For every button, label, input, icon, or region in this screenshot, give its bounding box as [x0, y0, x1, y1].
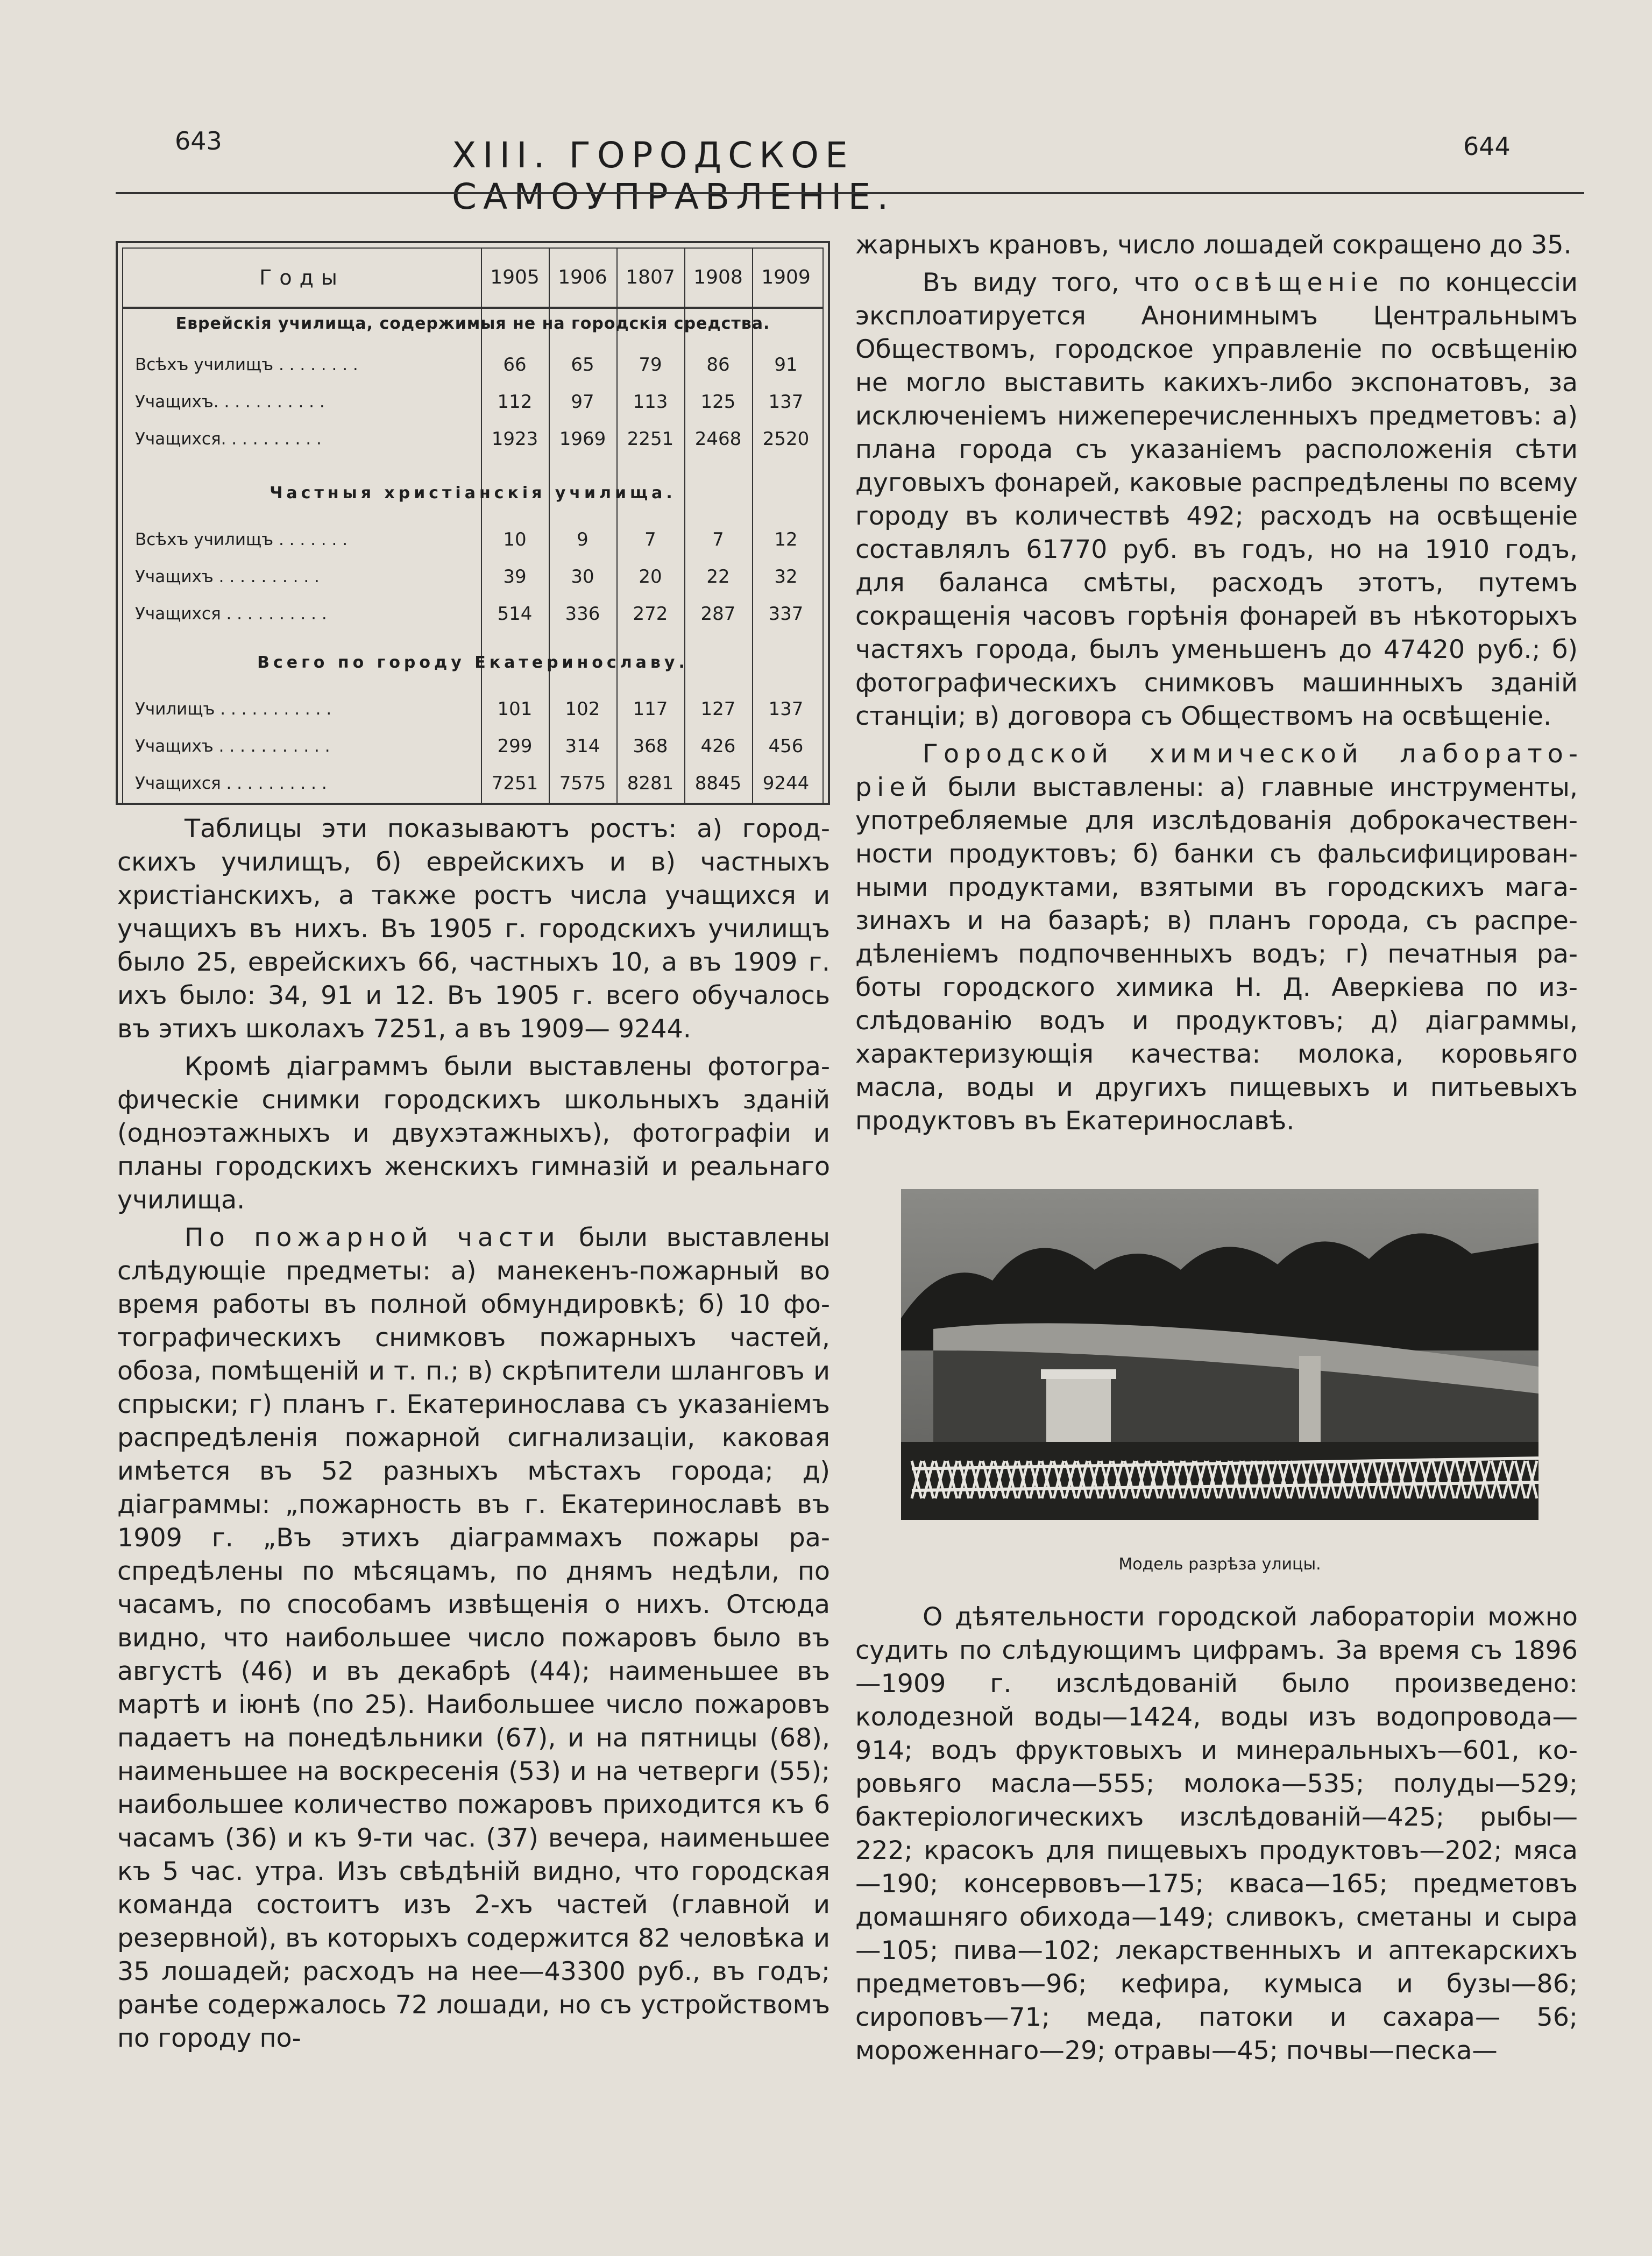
table-cell: 79 — [639, 354, 662, 376]
table-row-label: Всѣхъ училищъ . . . . . . . . — [135, 355, 358, 374]
table-row-label: Учащихся . . . . . . . . . . — [135, 774, 327, 793]
table-year-header: 1906 — [558, 266, 607, 288]
table-cell: 97 — [571, 391, 594, 413]
table-cell: 2468 — [694, 428, 742, 450]
table-cell: 10 — [503, 529, 527, 550]
table-cell: 125 — [700, 391, 736, 413]
table-cell: 112 — [497, 391, 533, 413]
table-cell: 287 — [700, 603, 736, 625]
paragraph-laboratory-figures: О дѣятельности городской лабораторіи можно судить по слѣдующимъ цифрамъ. За время съ 1896—1909 г. изслѣдованій было произведено: колодезной воды—1424, воды изъ водопровода— 914; водъ фруктовыхъ и минеральныхъ—601, коровьяго масла—555; молока—535; полуды—529; бактеріологическихъ изслѣдованій—425; рыбы— 222; красокъ для пищевыхъ продуктовъ—202; мяса—190; консервовъ—175; кваса—165; предметовъ домашняго обихода—149; сливокъ, сметаны и сыра—105; пива—102; лекарственныхъ и аптекарскихъ предметовъ—96; кефира, кумыса и бузы—86; сироповъ—71; меда, патоки и сахара— 56; мороженнаго—29; отравы—45; почвы—песка— — [855, 1602, 1578, 2066]
table-cell: 117 — [633, 698, 668, 720]
table-cell: 20 — [639, 566, 662, 588]
paragraph-photographs: Кромѣ діаграммъ были выставлены фотографическіе снимки городскихъ школьныхъ зданій (одноэтажныхъ и двухэтажныхъ), фотографіи и планы городскихъ женскихъ гимназій и реальнаго училища. — [117, 1052, 830, 1215]
street-model-photo — [901, 1189, 1538, 1520]
table-cell: 9244 — [762, 773, 810, 794]
spaced-heading: освѣщеніе — [1194, 268, 1384, 298]
table-cell: 137 — [768, 391, 804, 413]
table-cell: 1923 — [491, 428, 538, 450]
spaced-heading: По пожарной части — [185, 1223, 561, 1253]
spaced-heading: Городской химической лабораторіей — [855, 739, 1578, 802]
table-row-label: Учащихся. . . . . . . . . . — [135, 429, 322, 449]
table-cell: 32 — [774, 566, 798, 588]
paragraph-continuation: жарныхъ крановъ, число лошадей сокращено до 35. — [855, 230, 1572, 260]
header-rule — [116, 192, 1584, 194]
table-cell: 456 — [768, 736, 804, 757]
table-row-label: Учащихъ . . . . . . . . . . . — [135, 737, 330, 756]
paragraph-text: были выставлены слѣдующіе предметы: а) манекенъ-пожарный во время работы въ полной обмундировкѣ; б) 10 фотографическихъ снимковъ пожарныхъ частей, обоза, помѣщеній и т. п.; в) скрѣпители шланговъ и спрыски; г) планъ г. Екатеринослава съ указаніемъ распредѣленія пожарной сигнализаціи, каковая имѣется въ 52 разныхъ мѣстахъ города; д) діаграммы: „пожарность въ г. Екатеринославѣ въ 1909 г. „Въ этихъ діаграммахъ пожары распредѣлены по мѣсяцамъ, по днямъ недѣли, по часамъ, по способамъ извѣщенія о нихъ. Отсюда видно, что наибольшее число пожаровъ было въ августѣ (46) и въ декабрѣ (44); наименьшее въ мартѣ и іюнѣ (по 25). Наибольшее число пожаровъ падаетъ на понедѣльники (67), и на пятницы (68), наименьшее на воскресенія (53) и на четверги (55); наибольшее количество пожаровъ приходится къ 6 часамъ (36) и къ 9-ти час. (37) вечера, наименьшее къ 5 час. утра. Изъ свѣдѣній видно, что городская команда состоитъ изъ 2-хъ частей (главной и резервной), въ которыхъ содержится 82 человѣка и 35 лошадей; расходъ на нее—43300 руб., въ годъ; ранѣе содержалось 72 лошади, но съ устройствомъ по городу по- — [117, 1223, 830, 2053]
table-year-header: 1807 — [626, 266, 675, 288]
table-cell: 7 — [712, 529, 724, 550]
table-section-title: Всего по городу Екатеринославу. — [257, 653, 689, 672]
statistics-table — [116, 241, 830, 805]
table-cell: 22 — [706, 566, 730, 588]
right-column — [855, 229, 1578, 1138]
table-cell: 65 — [571, 354, 594, 376]
table-cell: 137 — [768, 698, 804, 720]
table-cell: 336 — [565, 603, 600, 625]
table-row-label: Всѣхъ училищъ . . . . . . . — [135, 530, 348, 549]
table-row-label: Учащихъ. . . . . . . . . . . — [135, 392, 325, 412]
table-cell: 314 — [565, 736, 600, 757]
table-year-header: 1909 — [761, 266, 811, 288]
table-cell: 7251 — [491, 773, 538, 794]
table-row-label: Училищъ . . . . . . . . . . . — [135, 699, 332, 719]
table-cell: 2251 — [627, 428, 674, 450]
page-number-left: 643 — [175, 126, 222, 155]
table-cell: 113 — [633, 391, 668, 413]
paragraph-fire-department — [117, 1221, 830, 2055]
table-cell: 368 — [633, 736, 668, 757]
table-cell: 7 — [644, 529, 656, 550]
table-year-header: 1905 — [490, 266, 540, 288]
table-cell: 337 — [768, 603, 804, 625]
table-cell: 299 — [497, 736, 533, 757]
table-year-header: 1908 — [693, 266, 743, 288]
paragraph-laboratory — [855, 738, 1578, 1138]
table-header-label: Годы — [259, 266, 345, 289]
running-title: XIII. ГОРОДСКОЕ САМОУПРАВЛЕНІЕ. — [452, 135, 895, 217]
right-column-lower — [855, 1601, 1578, 2068]
left-column — [117, 812, 830, 2055]
table-cell: 8845 — [694, 773, 742, 794]
table-cell: 66 — [503, 354, 527, 376]
paragraph-text: были выставлены: а) главные инструменты, употребляемые для изслѣдованія доброкачественности продуктовъ; б) банки съ фальсифицированными продуктами, взятыми въ городскихъ магазинахъ и на базарѣ; в) планъ города, съ распредѣленіемъ подпочвенныхъ водъ; г) печатныя работы городского химика Н. Д. Аверкіева по изслѣдованію водъ и продуктовъ; д) діаграммы, характеризующія качества: молока, коровьяго масла, воды и другихъ пищевыхъ и питьевыхъ продуктовъ въ Екатеринославѣ. — [855, 773, 1578, 1136]
paragraph-text: Въ виду того, что — [923, 268, 1194, 298]
table-row-label: Учащихся . . . . . . . . . . — [135, 604, 327, 624]
table-cell: 102 — [565, 698, 600, 720]
table-cell: 30 — [571, 566, 594, 588]
photo-caption: Модель разрѣза улицы. — [1118, 1555, 1321, 1574]
table-cell: 12 — [774, 529, 798, 550]
table-cell: 9 — [577, 529, 589, 550]
paragraph-table-summary: Таблицы эти показываютъ ростъ: а) городскихъ училищъ, б) еврейскихъ и в) частныхъ христіанскихъ, а также ростъ числа учащихся и учащихъ въ нихъ. Въ 1905 г. городскихъ училищъ было 25, еврейскихъ 66, частныхъ 10, а въ 1909 г. ихъ было: 34, 91 и 12. Въ 1905 г. всего обучалось въ этихъ школахъ 7251, а въ 1909— 9244. — [117, 814, 830, 1044]
table-cell: 426 — [700, 736, 736, 757]
page-number-right: 644 — [1463, 132, 1511, 161]
table-cell: 127 — [700, 698, 736, 720]
table-cell: 7575 — [559, 773, 606, 794]
table-cell: 39 — [503, 566, 527, 588]
table-cell: 86 — [706, 354, 730, 376]
table-section-title: Частныя христіанскія училища. — [270, 484, 676, 503]
table-cell: 2520 — [762, 428, 810, 450]
table-cell: 272 — [633, 603, 668, 625]
table-section-title: Еврейскія училища, содержимыя не на городскія средства. — [175, 314, 770, 333]
table-cell: 514 — [497, 603, 533, 625]
table-header-row — [123, 249, 823, 309]
table-cell: 1969 — [559, 428, 606, 450]
photo-illustration — [901, 1189, 1538, 1520]
table-row-label: Учащихъ . . . . . . . . . . — [135, 567, 320, 586]
table-cell: 8281 — [627, 773, 674, 794]
paragraph-text: по концессіи эксплоатируется Анонимнымъ Центральнымъ Обществомъ, городское управленіе по освѣщенію не могло выставить какихъ-либо экспонатовъ, за исключеніемъ нижеперечисленныхъ предметовъ: а) плана города съ указаніемъ расположенія сѣти дуговыхъ фонарей, каковые распредѣлены по всему городу въ количествѣ 492; расходъ на освѣщеніе составлялъ 61770 руб. въ годъ, но на 1910 годъ, для баланса смѣты, расходъ этотъ, путемъ сокращенія часовъ горѣнія фонарей въ нѣкоторыхъ частяхъ города, былъ уменьшенъ до 47420 руб.; б) фотографическихъ снимковъ машинныхъ зданій станціи; в) договора съ Обществомъ на освѣщеніе. — [855, 268, 1578, 731]
table-cell: 91 — [774, 354, 798, 376]
paragraph-lighting — [855, 266, 1578, 733]
table-cell: 101 — [497, 698, 533, 720]
